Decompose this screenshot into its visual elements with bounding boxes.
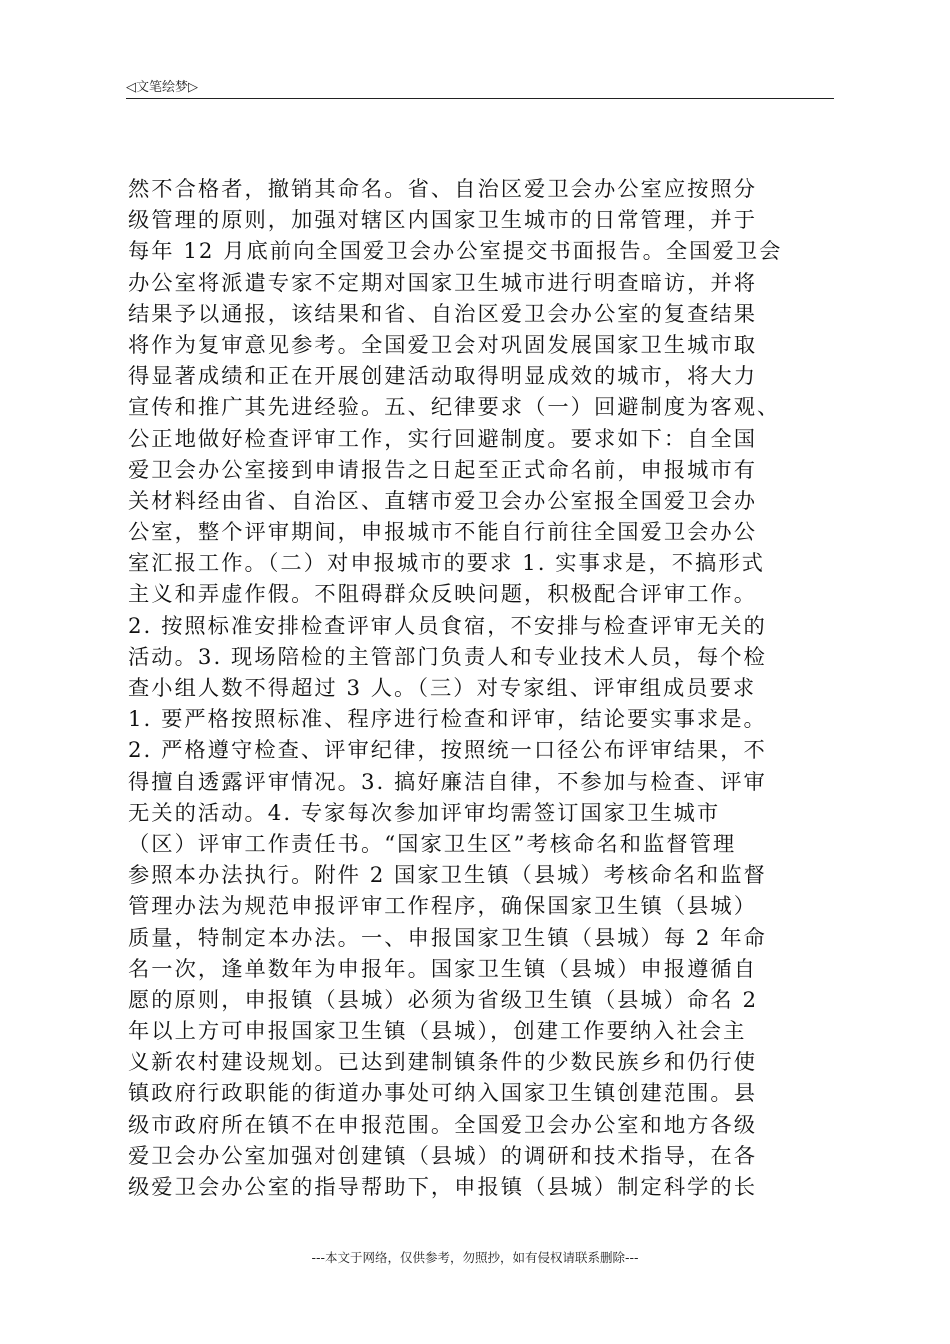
- body-line: 名一次，逢单数年为申报年。国家卫生镇（县城）申报遵循自: [128, 956, 758, 982]
- body-line: 参照本办法执行。附件 2 国家卫生镇（县城）考核命名和监督: [128, 863, 767, 889]
- body-line: （区）评审工作责任书。“国家卫生区”考核命名和监督管理: [128, 831, 737, 857]
- body-line: 无关的活动。4. 专家每次参加评审均需签订国家卫生城市: [128, 800, 721, 826]
- body-line: 得显著成绩和正在开展创建活动取得明显成效的城市，将大力: [128, 364, 758, 390]
- body-line: 管理办法为规范申报评审工作程序，确保国家卫生镇（县城）: [128, 894, 758, 920]
- body-line: 质量，特制定本办法。一、申报国家卫生镇（县城）每 2 年命: [128, 925, 767, 951]
- body-line: 级市政府所在镇不在申报范围。全国爱卫会办公室和地方各级: [128, 1112, 758, 1138]
- body-line: 宣传和推广其先进经验。五、纪律要求（一）回避制度为客观、: [128, 395, 781, 421]
- body-line: 每年 12 月底前向全国爱卫会办公室提交书面报告。全国爱卫会: [128, 239, 783, 265]
- body-line: 得擅自透露评审情况。3. 搞好廉洁自律，不参加与检查、评审: [128, 769, 767, 795]
- body-line: 1. 要严格按照标准、程序进行检查和评审，结论要实事求是。: [128, 707, 767, 733]
- body-line: 义新农村建设规划。已达到建制镇条件的少数民族乡和仍行使: [128, 1050, 758, 1076]
- body-line: 公室，整个评审期间，申报城市不能自行前往全国爱卫会办公: [128, 520, 758, 546]
- body-line: 级管理的原则，加强对辖区内国家卫生城市的日常管理，并于: [128, 208, 758, 234]
- body-line: 室汇报工作。（二）对申报城市的要求 1. 实事求是，不搞形式: [128, 551, 765, 577]
- body-line: 级爱卫会办公室的指导帮助下，申报镇（县城）制定科学的长: [128, 1175, 758, 1200]
- body-line: 将作为复审意见参考。全国爱卫会对巩固发展国家卫生城市取: [128, 332, 758, 358]
- body-line: 镇政府行政职能的街道办事处可纳入国家卫生镇创建范围。县: [128, 1081, 758, 1107]
- body-line: 关材料经由省、自治区、直辖市爱卫会办公室报全国爱卫会办: [128, 488, 758, 514]
- body-line: 爱卫会办公室接到申请报告之日起至正式命名前，申报城市有: [128, 457, 758, 483]
- body-line: 2. 严格遵守检查、评审纪律，按照统一口径公布评审结果，不: [128, 738, 767, 764]
- body-line: 年以上方可申报国家卫生镇（县城），创建工作要纳入社会主: [128, 1019, 747, 1045]
- body-line: 查小组人数不得超过 3 人。（三）对专家组、评审组成员要求: [128, 676, 757, 701]
- body-line: 然不合格者，撤销其命名。省、自治区爱卫会办公室应按照分: [128, 177, 758, 202]
- header-label: ◁文笔绘梦▷: [126, 80, 198, 95]
- body-line: 愿的原则，申报镇（县城）必须为省级卫生镇（县城）命名 2: [128, 987, 759, 1013]
- body-line: 公正地做好检查评审工作，实行回避制度。要求如下：自全国: [128, 426, 758, 452]
- body-line: 爱卫会办公室加强对创建镇（县城）的调研和技术指导，在各: [128, 1143, 758, 1169]
- page-footer: [0, 1248, 950, 1266]
- body-line: 办公室将派遣专家不定期对国家卫生城市进行明查暗访，并将: [128, 270, 758, 296]
- body-line: 主义和弄虚作假。不阻碍群众反映问题，积极配合评审工作。: [128, 582, 758, 608]
- footer-disclaimer: ---本文于网络，仅供参考，勿照抄，如有侵权请联系删除---: [311, 1250, 639, 1265]
- document-body: [128, 174, 844, 1203]
- body-line: 活动。3. 现场陪检的主管部门负责人和专业技术人员，每个检: [128, 644, 767, 670]
- body-line: 2. 按照标准安排检查评审人员食宿，不安排与检查评审无关的: [128, 613, 767, 639]
- body-line: 结果予以通报，该结果和省、自治区爱卫会办公室的复查结果: [128, 301, 758, 327]
- page-header: [126, 74, 834, 99]
